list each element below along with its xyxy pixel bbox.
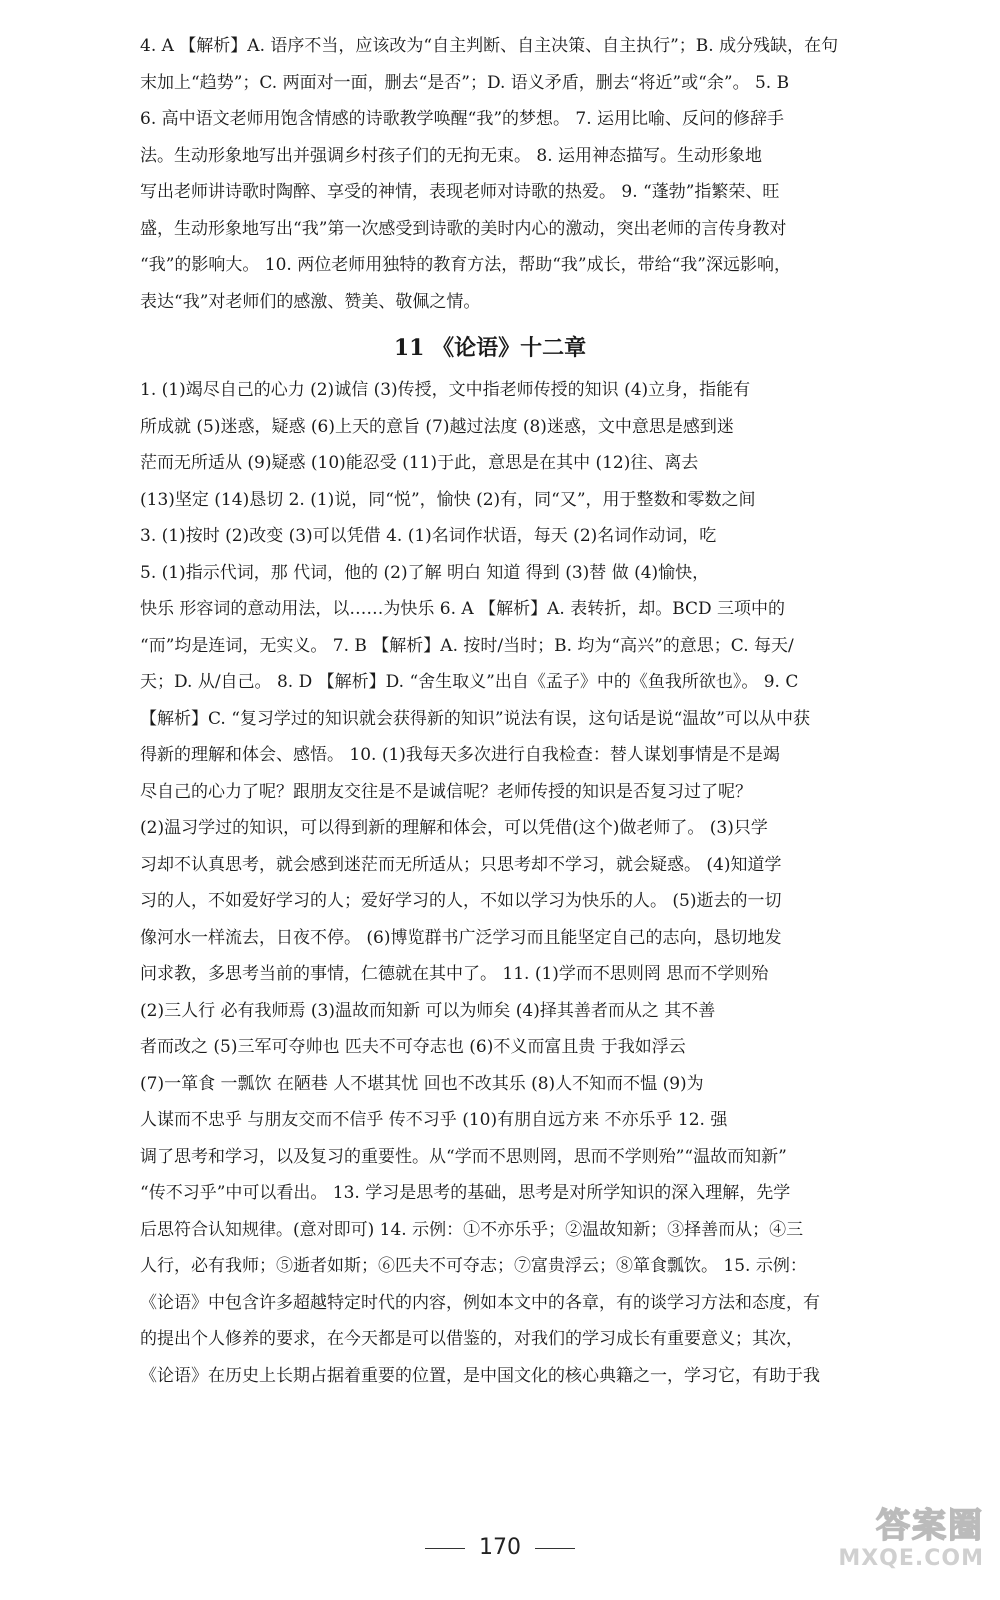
- section-title: 11 《论语》十二章: [393, 335, 587, 361]
- watermark-logo: 答案圈: [876, 1506, 984, 1546]
- text-line: (7)一箪食 一瓢饮 在陋巷 人不堪其忧 回也不改其乐 (8)人不知而不愠 (9)为: [140, 1073, 704, 1094]
- text-line: 《论语》在历史上长期占据着重要的位置，是中国文化的核心典籍之一，学习它，有助于我: [140, 1365, 820, 1386]
- text-line: 习的人，不如爱好学习的人；爱好学习的人，不如以学习为快乐的人。 (5)逝去的一切: [140, 891, 782, 911]
- text-line: 法。生动形象地写出并强调乡村孩子们的无拘无束。 8. 运用神态描写。生动形象地: [140, 145, 763, 166]
- text-line: 者而改之 (5)三军可夺帅也 匹夫不可夺志也 (6)不义而富且贵 于我如浮云: [140, 1037, 686, 1057]
- text-line: (2)三人行 必有我师焉 (3)温故而知新 可以为师矣 (4)择其善者而从之 其不善: [140, 1000, 716, 1021]
- text-line: “传不习乎”中可以看出。 13. 学习是思考的基础，思考是对所学知识的深入理解，先学: [140, 1183, 791, 1203]
- text-line: 【解析】C. “复习学过的知识就会获得新的知识”说法有误，这句话是说“温故”可以从中获: [140, 708, 810, 729]
- watermark-url: MXQE.COM: [838, 1546, 984, 1571]
- text-line: 写出老师讲诗歌时陶醉、享受的神情，表现老师对诗歌的热爱。 9. “蓬勃”指繁荣、旺: [140, 182, 780, 202]
- text-line: 《论语》中包含许多超越特定时代的内容，例如本文中的各章，有的谈学习方法和态度，有: [140, 1292, 820, 1313]
- page-content: [140, 28, 840, 1394]
- dash-right: [535, 1548, 575, 1549]
- text-line: 6. 高中语文老师用饱含情感的诗歌教学唤醒“我”的梦想。 7. 运用比喻、反问的修辞手: [140, 109, 785, 129]
- text-line: “而”均是连词，无实义。 7. B 【解析】A. 按时/当时；B. 均为“高兴”的意思；C. 每天/: [140, 635, 794, 656]
- text-line: 人谋而不忠乎 与朋友交而不信乎 传不习乎 (10)有朋自远方来 不亦乐乎 12. 强: [140, 1110, 728, 1130]
- text-line: 5. (1)指示代词，那 代词，他的 (2)了解 明白 知道 得到 (3)替 做 (4)愉快，: [140, 562, 710, 583]
- text-line: 所成就 (5)迷惑，疑惑 (6)上天的意旨 (7)越过法度 (8)迷惑，文中意思是感到迷: [140, 416, 734, 437]
- text-line: 天；D. 从/自己。 8. D 【解析】D. “舍生取义”出自《孟子》中的《鱼我所欲也》。 9. C: [140, 672, 799, 692]
- text-line: 后思符合认知规律。(意对即可) 14. 示例：①不亦乐乎；②温故知新；③择善而从；④三: [140, 1219, 804, 1240]
- dash-left: [425, 1548, 465, 1549]
- text-line: (13)坚定 (14)恳切 2. (1)说，同“悦”，愉快 (2)有，同“又”，用于整数和零数之间: [140, 489, 756, 510]
- text-line: 尽自己的心力了呢？跟朋友交往是不是诚信呢？老师传授的知识是否复习过了呢？: [140, 781, 752, 802]
- text-line: 快乐 形容词的意动用法，以……为快乐 6. A 【解析】A. 表转折，却。BCD 三项中的: [140, 599, 786, 619]
- page-number: 170: [479, 1535, 521, 1560]
- text-line: 盛，生动形象地写出“我”第一次感受到诗歌的美时内心的激动，突出老师的言传身教对: [140, 218, 787, 239]
- text-line: 4. A 【解析】A. 语序不当，应该改为“自主判断、自主决策、自主执行”；B. 成分残缺，在句: [140, 36, 839, 56]
- answer-block-main: [140, 372, 840, 1394]
- watermark: [834, 1506, 984, 1586]
- answer-block-top: [140, 28, 840, 320]
- text-line: 像河水一样流去，日夜不停。 (6)博览群书广泛学习而且能坚定自己的志向，恳切地发: [140, 927, 782, 948]
- text-line: 表达“我”对老师们的感激、赞美、敬佩之情。: [140, 291, 481, 312]
- text-line: 的提出个人修养的要求，在今天都是可以借鉴的，对我们的学习成长有重要意义；其次，: [140, 1329, 803, 1349]
- text-line: 得新的理解和体会、感悟。 10. (1)我每天多次进行自我检查：替人谋划事情是不是竭: [140, 745, 780, 765]
- text-line: 末加上“趋势”；C. 两面对一面，删去“是否”；D. 语义矛盾，删去“将近”或“余”。 5. B: [140, 72, 790, 93]
- text-line: 1. (1)竭尽自己的心力 (2)诚信 (3)传授，文中指老师传授的知识 (4)立身，指能有: [140, 380, 751, 400]
- text-line: 人行，必有我师；⑤逝者如斯；⑥匹夫不可夺志；⑦富贵浮云；⑧箪食瓢饮。 15. 示例：: [140, 1256, 807, 1276]
- text-line: “我”的影响大。 10. 两位老师用独特的教育方法，帮助“我”成长，带给“我”深远影响，: [140, 255, 791, 275]
- text-line: 调了思考和学习，以及复习的重要性。从“学而不思则罔，思而不学则殆”“温故而知新”: [140, 1146, 787, 1167]
- text-line: 3. (1)按时 (2)改变 (3)可以凭借 4. (1)名词作状语，每天 (2)名词作动词，吃: [140, 526, 717, 546]
- text-line: (2)温习学过的知识，可以得到新的理解和体会，可以凭借(这个)做老师了。 (3)只学: [140, 818, 768, 838]
- text-line: 问求教，多思考当前的事情，仁德就在其中了。 11. (1)学而不思则罔 思而不学则殆: [140, 964, 769, 984]
- text-line: 习却不认真思考，就会感到迷茫而无所适从；只思考却不学习，就会疑惑。 (4)知道学: [140, 854, 782, 875]
- text-line: 茫而无所适从 (9)疑惑 (10)能忍受 (11)于此，意思是在其中 (12)往、离去: [140, 453, 699, 473]
